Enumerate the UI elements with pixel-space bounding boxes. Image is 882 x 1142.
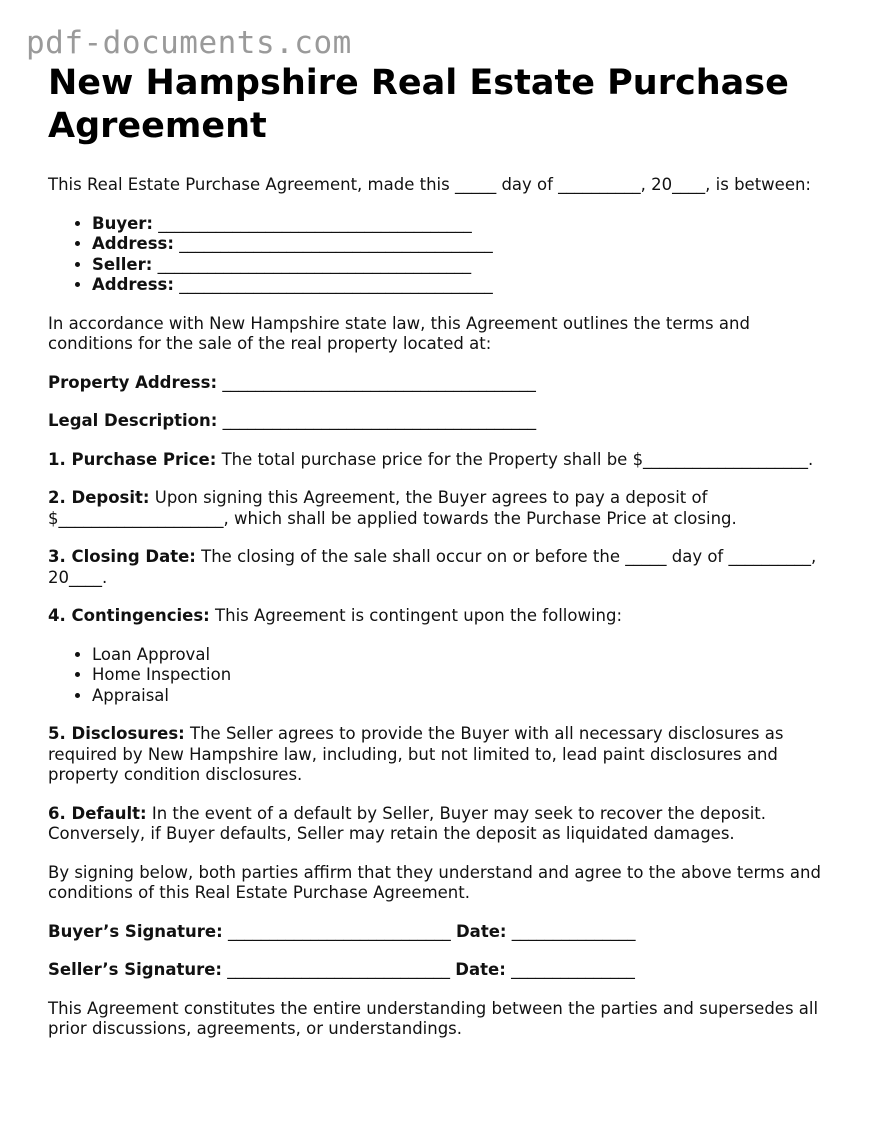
date-label: Date: — [455, 960, 506, 979]
section-text: The total purchase price for the Property shall be $____________________. — [221, 449, 814, 469]
party-label: Address: — [92, 234, 174, 253]
section-heading: 2. Deposit: — [48, 488, 150, 507]
seller-signature-line — [48, 960, 838, 981]
section-heading: 1. Purchase Price: — [48, 449, 217, 469]
document-title: New Hampshire Real Estate Purchase Agreement — [48, 63, 789, 146]
list-item-seller — [92, 255, 838, 276]
section-disclosures — [48, 724, 838, 786]
party-blank: ______________________________________ — [179, 234, 493, 253]
section-text: In the event of a default by Seller, Buyer may seek to recover the deposit. Conversely, if Buyer defaults, Seller may retain the deposit as liquidated damages. — [48, 803, 767, 843]
property-address-label: Property Address: — [48, 372, 218, 392]
intro-paragraph: This Real Estate Purchase Agreement, made this _____ day of __________, 20____, is between: — [48, 175, 811, 194]
list-item: • Appraisal — [92, 686, 838, 707]
legal-description-blank: ______________________________________ — [222, 411, 537, 430]
list-item: • Home Inspection — [92, 665, 838, 686]
legal-description-line — [48, 411, 838, 432]
section-heading: 3. Closing Date: — [48, 547, 196, 566]
property-address-blank: ______________________________________ — [222, 372, 536, 392]
party-blank: ______________________________________ — [179, 275, 493, 294]
closing-note: This Agreement constitutes the entire understanding between the parties and supersedes all prior discussions, agreements, or understandings. — [48, 998, 819, 1038]
signature-blank: ___________________________ — [227, 921, 451, 941]
party-label: Buyer: — [92, 213, 154, 233]
affirm-paragraph: By signing below, both parties affirm that they understand and agree to the above terms and conditions of this Real Estate Purchase Agreement. — [48, 862, 821, 902]
section-text: The Seller agrees to provide the Buyer with all necessary disclosures as required by New Hampshire law, including, but not limited to, lead paint disclosures and property condition disclosures. — [48, 724, 784, 784]
document-body — [48, 62, 838, 1058]
parties-list — [48, 214, 838, 296]
section-deposit — [48, 488, 838, 529]
signature-blank: ___________________________ — [227, 960, 451, 979]
date-blank: _______________ — [511, 960, 635, 979]
section-heading: 4. Contingencies: — [48, 606, 210, 625]
section-heading: 6. Default: — [48, 803, 147, 823]
section-heading: 5. Disclosures: — [48, 724, 185, 743]
section-closing-date — [48, 547, 838, 588]
section-contingencies — [48, 606, 838, 627]
list-item-buyer-address — [92, 234, 838, 255]
party-blank: ______________________________________ — [158, 213, 472, 233]
property-address-line — [48, 373, 838, 394]
watermark: pdf-documents.com — [26, 25, 352, 61]
legal-description-label: Legal Description: — [48, 411, 218, 430]
date-blank: _______________ — [511, 921, 636, 941]
signature-label: Seller’s Signature: — [48, 960, 223, 979]
section-text: Upon signing this Agreement, the Buyer agrees to pay a deposit of $____________________, which shall be applied towards the Purchase Price at closing. — [48, 488, 737, 528]
section-default — [48, 804, 838, 845]
list-item-buyer — [92, 214, 838, 235]
party-blank: ______________________________________ — [157, 254, 472, 274]
date-label: Date: — [455, 921, 507, 941]
party-label: Address: — [92, 275, 174, 294]
section-text: This Agreement is contingent upon the following: — [215, 606, 623, 625]
buyer-signature-line — [48, 922, 838, 943]
section-purchase-price — [48, 450, 838, 471]
list-item: • Loan Approval — [92, 645, 838, 666]
contingencies-list — [48, 645, 838, 707]
party-label: Seller: — [92, 254, 153, 274]
list-item-seller-address — [92, 275, 838, 296]
signature-label: Buyer’s Signature: — [48, 921, 223, 941]
accordance-paragraph: In accordance with New Hampshire state law, this Agreement outlines the terms and conditions for the sale of the real property located at: — [48, 313, 750, 353]
section-text: The closing of the sale shall occur on or before the _____ day of __________, 20____. — [48, 547, 817, 587]
